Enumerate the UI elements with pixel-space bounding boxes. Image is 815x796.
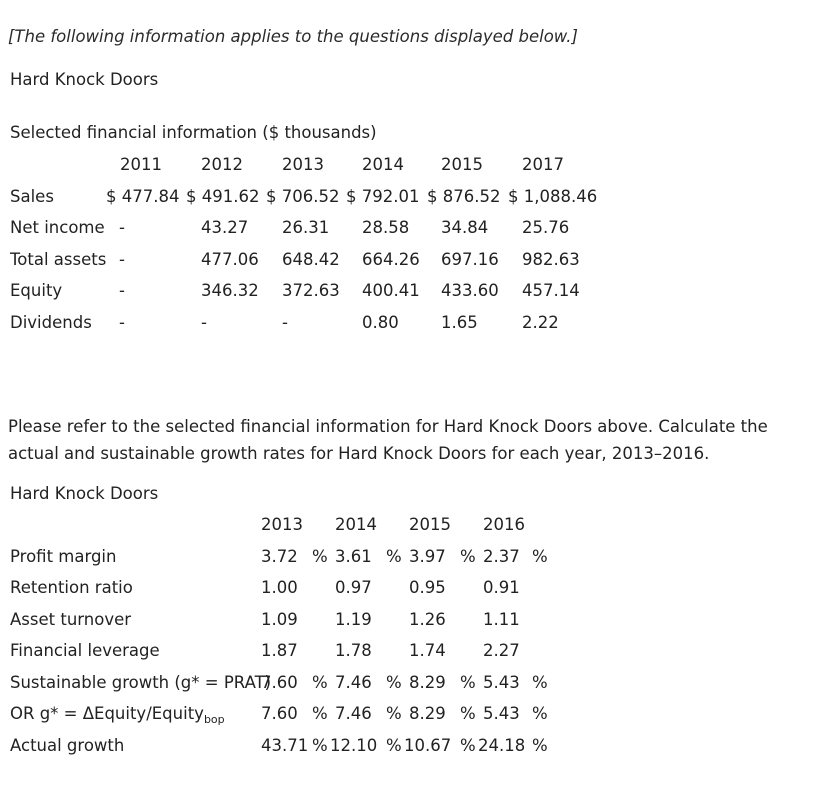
answer-value: 1.78 [335, 641, 372, 660]
answer-year-header: 2013 [261, 515, 303, 534]
fin-cell: $ 792.01 [346, 187, 420, 206]
answer-value: 7.46 [335, 673, 372, 692]
answer-value: 8.29 [409, 673, 446, 692]
fin-cell: 25.76 [522, 218, 570, 237]
percent-unit: % [312, 673, 328, 692]
fin-cell: $ 477.84 [106, 187, 180, 206]
answer-row-label: Asset turnover [10, 610, 132, 629]
fin-cell: 697.16 [441, 250, 499, 269]
fin-cell: 26.31 [282, 218, 330, 237]
fin-cell: 346.32 [201, 281, 259, 300]
answer-value: 0.91 [483, 578, 520, 597]
question-text: Please refer to the selected financial information for Hard Knock Doors above. Calculate the actual and sustainable growth rates for Hard Knock Doors for each year, 2013–2016. [8, 417, 768, 463]
fin-row-label: Dividends [10, 313, 92, 332]
intro-note: [The following information applies to the questions displayed below.] [8, 27, 578, 46]
answer-value: 1.00 [261, 578, 298, 597]
answer-row-label-subscript: bop [203, 713, 225, 726]
answer-value: 1.11 [483, 610, 520, 629]
answer-row-label: Retention ratio [10, 578, 133, 597]
percent-unit: % [460, 704, 476, 723]
answer-year-header: 2016 [483, 515, 525, 534]
answer-year-header: 2014 [335, 515, 377, 534]
answer-value: 7.60 [261, 673, 298, 692]
answer-value: 7.60 [261, 704, 298, 723]
answer-value: 7.46 [335, 704, 372, 723]
answer-value: 5.43 [483, 673, 520, 692]
fin-row-label: Sales [10, 187, 54, 206]
answer-value: 24.18 [478, 736, 526, 755]
answer-value: 3.72 [261, 547, 298, 566]
answer-row-label: Actual growth [10, 736, 125, 755]
fin-year-header: 2011 [120, 155, 162, 174]
answer-value: 10.67 [404, 736, 452, 755]
answer-value: 12.10 [330, 736, 378, 755]
fin-cell: 372.63 [282, 281, 340, 300]
answer-value: 3.97 [409, 547, 446, 566]
fin-cell: 28.58 [362, 218, 410, 237]
fin-cell: $ 491.62 [186, 187, 260, 206]
fin-cell: 982.63 [522, 250, 580, 269]
fin-cell: 664.26 [362, 250, 420, 269]
percent-unit: % [386, 736, 402, 755]
answer-value: 0.97 [335, 578, 372, 597]
fin-year-header: 2015 [441, 155, 483, 174]
percent-unit: % [532, 673, 548, 692]
fin-cell: - [119, 218, 125, 237]
answer-value: 0.95 [409, 578, 446, 597]
fin-cell: $ 706.52 [266, 187, 340, 206]
answer-value: 1.09 [261, 610, 298, 629]
fin-cell: - [119, 250, 125, 269]
fin-cell: 648.42 [282, 250, 340, 269]
fin-cell: 43.27 [201, 218, 249, 237]
fin-cell: 433.60 [441, 281, 499, 300]
answer-value: 5.43 [483, 704, 520, 723]
answer-value: 1.87 [261, 641, 298, 660]
answer-value: 3.61 [335, 547, 372, 566]
fin-row-label: Equity [10, 281, 63, 300]
answer-value: 1.74 [409, 641, 446, 660]
percent-unit: % [386, 704, 402, 723]
answer-row-label: Financial leverage [10, 641, 160, 660]
answer-value: 1.26 [409, 610, 446, 629]
company-name: Hard Knock Doors [10, 70, 159, 89]
answer-year-header: 2015 [409, 515, 451, 534]
answer-value: 2.37 [483, 547, 520, 566]
fin-cell: - [201, 313, 207, 332]
fin-year-header: 2013 [282, 155, 324, 174]
fin-year-header: 2012 [201, 155, 243, 174]
percent-unit: % [460, 547, 476, 566]
fin-year-header: 2017 [522, 155, 564, 174]
percent-unit: % [532, 736, 548, 755]
answer-value: 2.27 [483, 641, 520, 660]
percent-unit: % [386, 547, 402, 566]
percent-unit: % [460, 673, 476, 692]
fin-cell: 34.84 [441, 218, 489, 237]
fin-year-header: 2014 [362, 155, 404, 174]
fin-cell: $ 876.52 [427, 187, 501, 206]
fin-cell: 457.14 [522, 281, 580, 300]
answer-value: 1.19 [335, 610, 372, 629]
percent-unit: % [532, 704, 548, 723]
percent-unit: % [532, 547, 548, 566]
answer-company-name: Hard Knock Doors [10, 484, 159, 503]
answer-row-label [10, 704, 225, 730]
fin-cell: $ 1,088.46 [508, 187, 598, 206]
fin-cell: 400.41 [362, 281, 420, 300]
fin-cell: 0.80 [362, 313, 399, 332]
fin-cell: - [119, 313, 125, 332]
fin-cell: 1.65 [441, 313, 478, 332]
percent-unit: % [312, 547, 328, 566]
fin-cell: - [282, 313, 288, 332]
percent-unit: % [312, 736, 328, 755]
percent-unit: % [312, 704, 328, 723]
fin-cell: 477.06 [201, 250, 259, 269]
percent-unit: % [386, 673, 402, 692]
section-title: Selected financial information ($ thousands) [10, 123, 377, 142]
fin-cell: - [119, 281, 125, 300]
percent-unit: % [460, 736, 476, 755]
answer-value: 8.29 [409, 704, 446, 723]
answer-row-label-text: OR g* = ΔEquity/Equity [10, 704, 204, 723]
answer-row-label: Sustainable growth (g* = PRAT) [10, 673, 272, 692]
answer-value: 43.71 [261, 736, 309, 755]
fin-cell: 2.22 [522, 313, 559, 332]
answer-row-label: Profit margin [10, 547, 117, 566]
fin-row-label: Net income [10, 218, 105, 237]
fin-row-label: Total assets [10, 250, 107, 269]
